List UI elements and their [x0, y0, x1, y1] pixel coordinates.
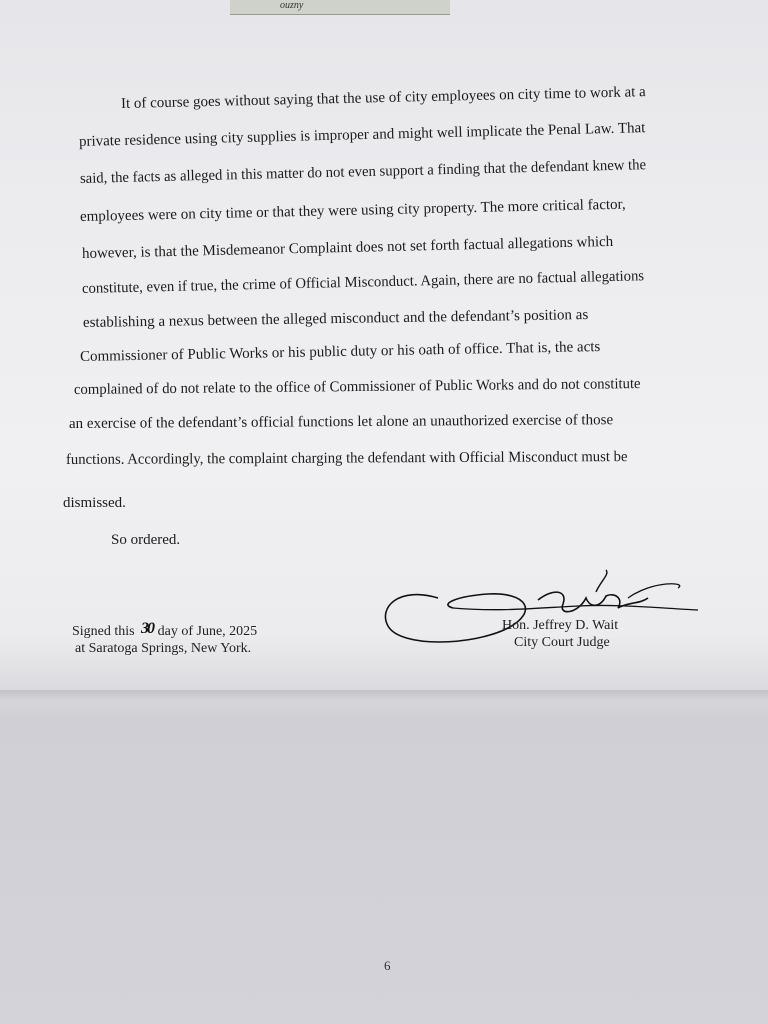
body-line: an exercise of the defendant’s official functions let alone an unauthorized exercise of those — [68, 412, 614, 432]
signed-block — [72, 623, 257, 657]
signed-suffix: day of June, 2025 — [157, 624, 258, 639]
body-line: however, is that the Misdemeanor Complaint does not set forth factual allegations which — [81, 233, 614, 262]
signed-line-2: at Saratoga Springs, New York. — [75, 641, 252, 656]
underneath-page-text: ouzny — [280, 0, 304, 11]
handwritten-day: 30 — [141, 620, 153, 637]
body-line: private residence using city supplies is improper and might well implicate the Penal Law. That — [78, 120, 646, 150]
body-line: It of course goes without saying that the use of city employees on city time to work at a — [120, 84, 646, 112]
body-line: employees were on city time or that they were using city property. The more critical factor, — [79, 196, 626, 225]
judge-name: Hon. Jeffrey D. Wait — [502, 618, 619, 633]
body-line: dismissed. — [63, 495, 126, 511]
judge-block — [502, 617, 618, 651]
body-line: complained of do not relate to the office of Commissioner of Public Works and do not constitute — [73, 376, 641, 398]
paper-fold — [0, 690, 768, 702]
so-ordered: So ordered. — [111, 532, 181, 548]
body-line: said, the facts as alleged in this matter do not even support a finding that the defendant knew the — [79, 157, 647, 187]
signed-line-1 — [72, 623, 257, 640]
page-number: 6 — [384, 958, 391, 973]
body-line: establishing a nexus between the alleged misconduct and the defendant’s position as — [82, 307, 589, 331]
body-line: constitute, even if true, the crime of Official Misconduct. Again, there are no factual allegations — [81, 268, 645, 297]
judge-title: City Court Judge — [514, 635, 610, 650]
signed-prefix: Signed this — [72, 624, 135, 639]
page-underneath-edge — [230, 0, 450, 15]
body-line: Commissioner of Public Works or his public duty or his oath of office. That is, the acts — [79, 339, 601, 365]
body-line: functions. Accordingly, the complaint charging the defendant with Official Misconduct must be — [65, 449, 628, 468]
